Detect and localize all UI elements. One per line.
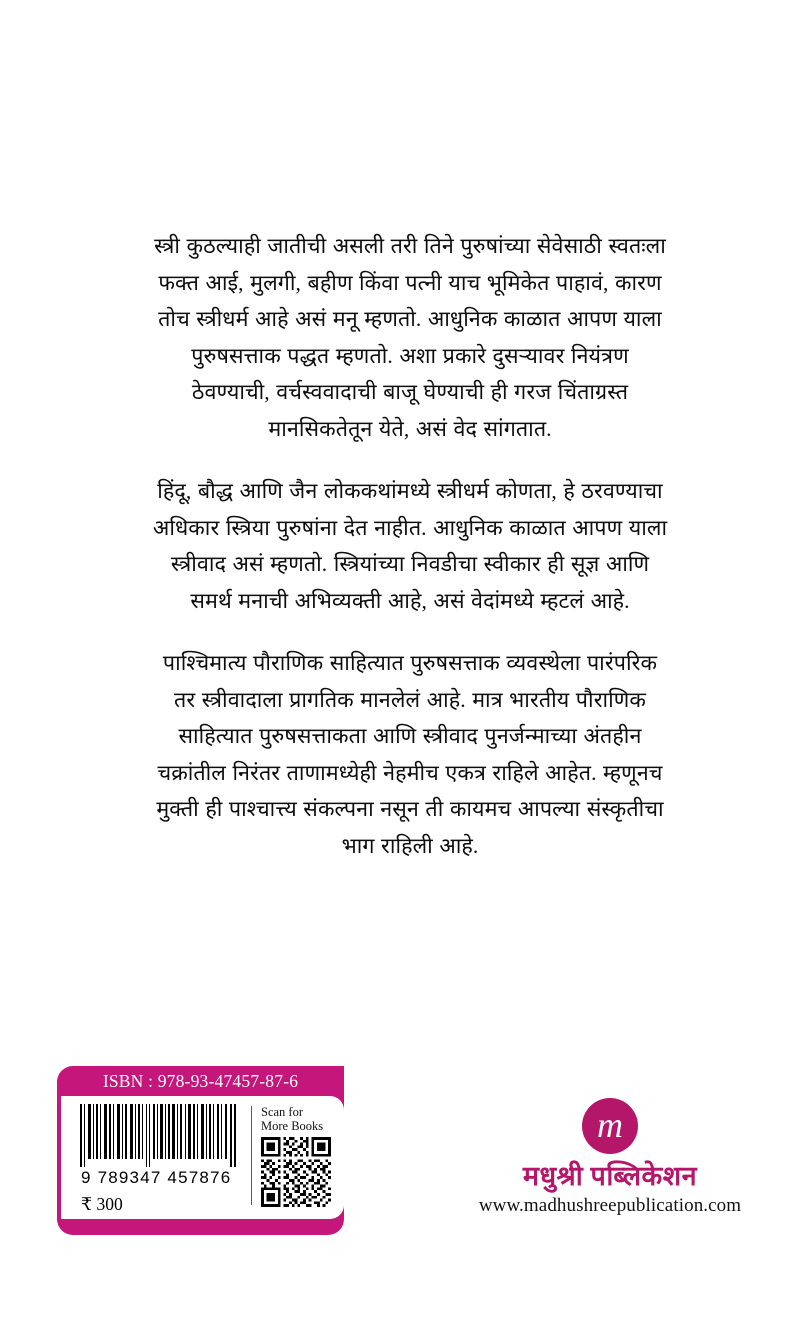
blurb-paragraph-1: स्त्री कुठल्याही जातीची असली तरी तिने पुरुषांच्या सेवेसाठी स्वतःला फक्त आई, मुलगी, बहीण किंवा पत्नी याच भूमिकेत पाहावं, कारण तोच स्त्रीधर्म आहे असं मनू म्हणतो. आधुनिक काळात आपण याला पुरुषसत्ताक पद्धत म्हणतो. अशा प्रकारे दुसऱ्यावर नियंत्रण ठेवण्याची, वर्चस्ववादाची बाजू घेण्याची ही गरज चिंताग्रस्त मानसिकतेतून येते, असं वेद सांगतात.	[154, 234, 666, 441]
isbn-barcode-panel	[57, 1066, 344, 1235]
publisher-block	[440, 1098, 780, 1217]
publisher-website-url[interactable]: www.madhushreepublication.com	[478, 1195, 742, 1216]
barcode-block	[61, 1096, 251, 1219]
publisher-logo-icon	[582, 1098, 638, 1154]
barcode-digits: 9 789347 457876	[81, 1168, 232, 1187]
publisher-name: मधुश्री पब्लिकेशन	[522, 1161, 698, 1191]
blurb-paragraph-2: हिंदू, बौद्ध आणि जैन लोककथांमध्ये स्त्रीधर्म कोणता, हे ठरवण्याचा अधिकार स्त्रिया पुरुषांना देत नाहीत. आधुनिक काळात आपण याला स्त्रीवाद असं म्हणतो. स्त्रियांच्या निवडीचा स्वीकार ही सूज्ञ आणि समर्थ मनाची अभिव्यक्ती आहे, असं वेदांमध्ये म्हटलं आहे.	[152, 479, 668, 613]
isbn-number: ISBN : 978-93-47457-87-6	[102, 1070, 299, 1091]
logo-letter: m	[597, 1104, 623, 1145]
isbn-content-area	[61, 1096, 344, 1219]
price-label: ₹ 300	[81, 1194, 123, 1214]
qr-block	[252, 1096, 344, 1219]
scan-label-line-1: Scan for	[261, 1105, 303, 1119]
isbn-header-band	[57, 1066, 344, 1096]
blurb-paragraph-3: पाश्चिमात्य पौराणिक साहित्यात पुरुषसत्ताक व्यवस्थेला पारंपरिक तर स्त्रीवादाला प्रागतिक मानलेलं आहे. मात्र भारतीय पौराणिक साहित्यात पुरुषसत्ताकता आणि स्त्रीवाद पुनर्जन्माच्या अंतहीन चक्रांतील निरंतर ताणामध्येही नेहमीच एकत्र राहिले आहेत. म्हणूनच मुक्ती ही पाश्चात्त्य संकल्पना नसून ती कायमच आपल्या संस्कृतीचा भाग राहिली आहे.	[156, 651, 664, 858]
qr-code-icon[interactable]	[261, 1137, 331, 1207]
scan-label-line-2: More Books	[261, 1119, 324, 1133]
barcode-icon	[80, 1104, 238, 1167]
blurb-text-block	[150, 228, 670, 864]
